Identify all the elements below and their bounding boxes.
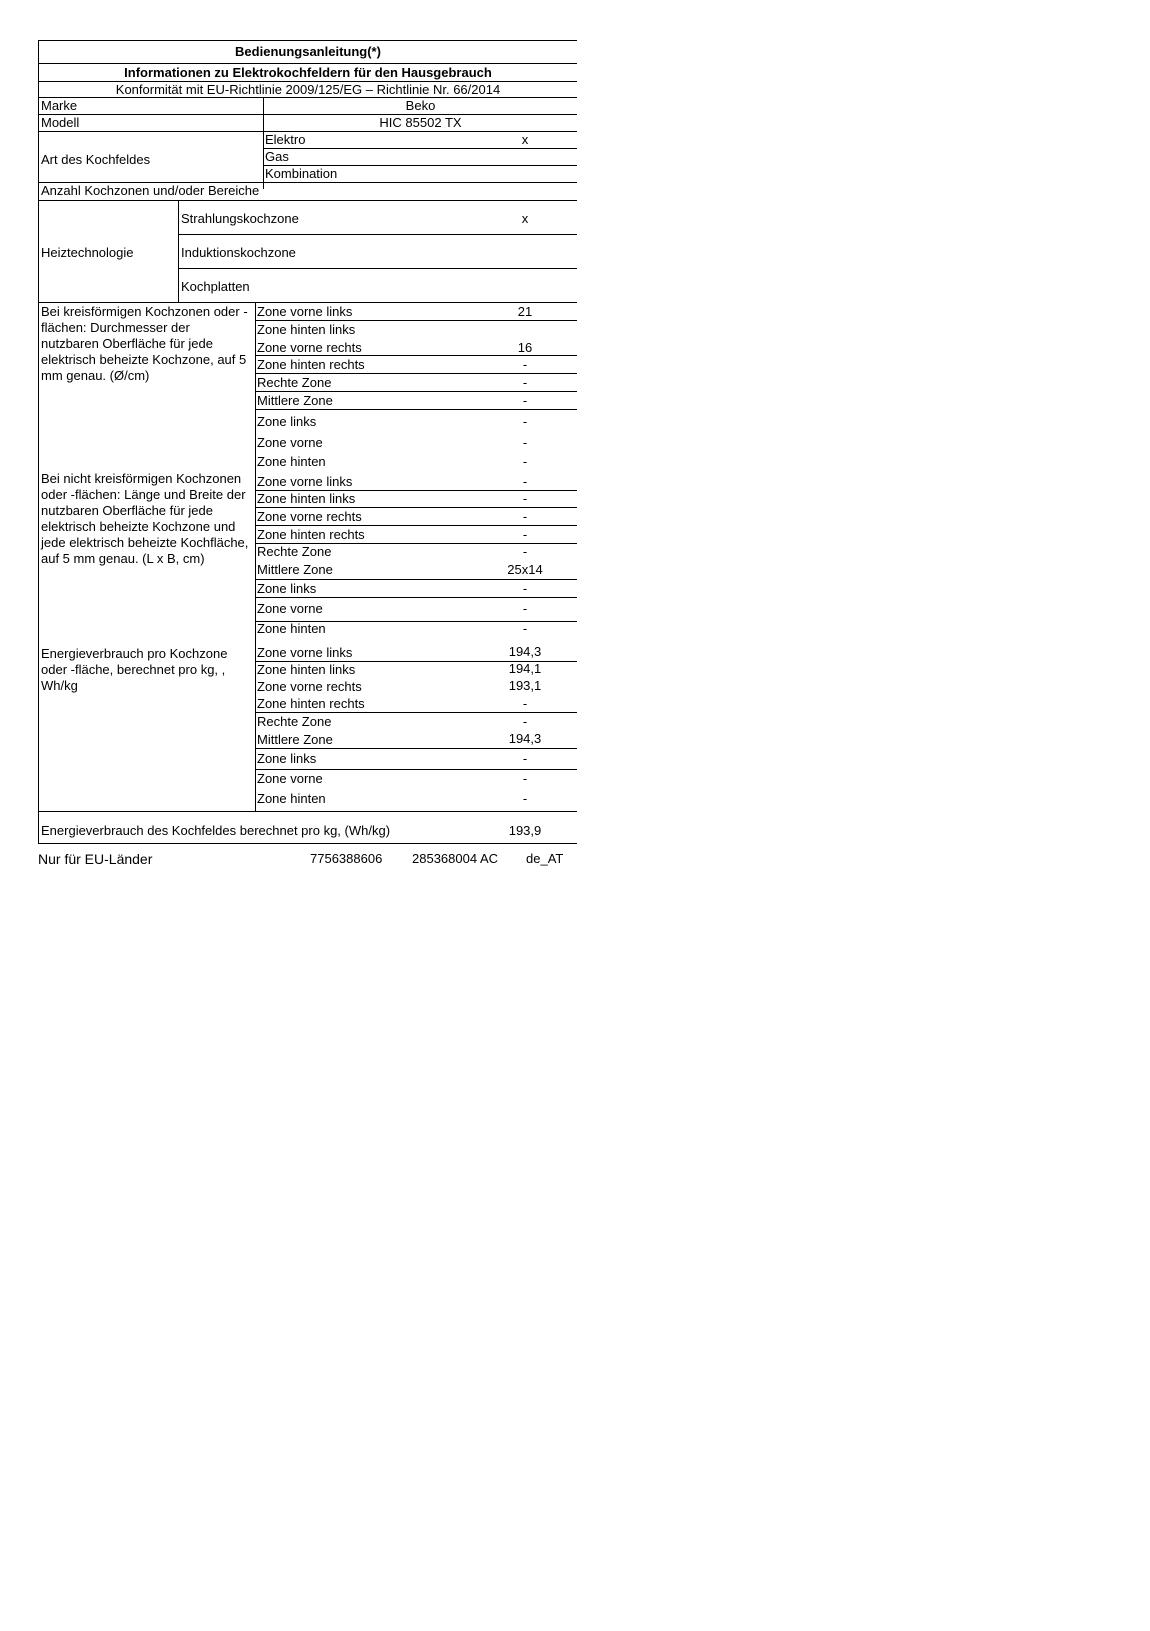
zone-label: Zone vorne [257, 771, 323, 786]
zone-label: Zone hinten rechts [257, 357, 365, 372]
brand-value: Beko [405, 98, 436, 113]
zone-value: - [522, 771, 528, 786]
hob-type-label: Art des Kochfeldes [41, 152, 151, 167]
zone-label: Zone hinten links [257, 662, 356, 677]
zone-label: Zone vorne links [257, 304, 353, 319]
zone-value: 194,3 [508, 644, 542, 659]
table-left-border [38, 40, 39, 811]
zone-label: Zone links [257, 751, 317, 766]
zone-label: Rechte Zone [257, 375, 332, 390]
zone-value: - [522, 509, 528, 524]
zone-label: Zone hinten rechts [257, 696, 365, 711]
zone-label: Zone vorne links [257, 474, 353, 489]
zone-value: - [522, 375, 528, 390]
brand-label: Marke [41, 98, 78, 113]
footer-code-1: 7756388606 [310, 851, 383, 866]
heating-option-kochplatten: Kochplatten [181, 279, 250, 294]
conformity-line: Konformität mit EU-Richtlinie 2009/125/EG – Richtlinie Nr. 66/2014 [38, 81, 577, 97]
heating-mark-strahlung: x [521, 211, 529, 226]
model-value: HIC 85502 TX [379, 115, 462, 130]
zone-label: Zone hinten rechts [257, 527, 365, 542]
zone-label: Zone vorne rechts [257, 679, 362, 694]
zone-value: 194,3 [508, 731, 542, 746]
zone-value: - [522, 414, 528, 429]
footer-locale: de_AT [526, 851, 564, 866]
zone-value: 16 [517, 340, 533, 355]
zone-label: Rechte Zone [257, 714, 332, 729]
zone-value: - [522, 621, 528, 636]
zone-value: - [522, 393, 528, 408]
zone-value: - [522, 435, 528, 450]
zone-value: - [522, 527, 528, 542]
hob-type-option-elektro: Elektro [265, 132, 306, 147]
zone-label: Zone hinten [257, 454, 326, 469]
hob-type-mark-elektro: x [521, 132, 529, 147]
zone-value: 193,1 [508, 678, 542, 693]
zone-value: - [522, 474, 528, 489]
zone-label: Mittlere Zone [257, 562, 333, 577]
energy-total-value: 193,9 [508, 823, 542, 838]
zone-value: - [522, 544, 528, 559]
zone-label: Zone links [257, 581, 317, 596]
zone-value: 21 [517, 304, 533, 319]
zone-value: 25x14 [507, 562, 543, 577]
zone-value: - [522, 751, 528, 766]
zone-label: Mittlere Zone [257, 393, 333, 408]
zones-count-label: Anzahl Kochzonen und/oder Bereiche [41, 183, 260, 198]
zone-label: Zone hinten [257, 791, 326, 806]
zone-value: - [522, 791, 528, 806]
sheet-subtitle: Informationen zu Elektrokochfeldern für den Hausgebrauch [38, 63, 577, 81]
zone-value: - [522, 357, 528, 372]
circular-label: Bei kreisförmigen Kochzonen oder -flächen: Durchmesser der nutzbaren Oberfläche für jede elektrisch beheizte Kochzone, auf 5 mm genau. (Ø/cm) [41, 304, 248, 383]
zone-value: - [522, 581, 528, 596]
zone-label: Zone vorne [257, 435, 323, 450]
zone-label: Zone vorne rechts [257, 340, 362, 355]
zone-label: Zone hinten links [257, 322, 356, 337]
zone-label: Rechte Zone [257, 544, 332, 559]
model-label: Modell [41, 115, 80, 130]
zone-label: Zone hinten links [257, 491, 356, 506]
noncircular-label: Bei nicht kreisförmigen Kochzonen oder -flächen: Länge und Breite der nutzbaren Oberfläche für jede elektrisch beheizte Kochzone und jede elektrisch beheizte Kochfläche, auf 5 mm genau. (L x B, cm) [41, 471, 249, 566]
heating-option-induktion: Induktionskochzone [181, 245, 296, 260]
zone-value: - [522, 601, 528, 616]
zone-label: Mittlere Zone [257, 732, 333, 747]
heating-option-strahlung: Strahlungskochzone [181, 211, 299, 226]
zone-value: - [522, 454, 528, 469]
zone-label: Zone vorne links [257, 645, 353, 660]
zone-value: - [522, 491, 528, 506]
zone-label: Zone links [257, 414, 317, 429]
heating-label: Heiztechnologie [41, 245, 134, 260]
hob-type-option-gas: Gas [265, 149, 289, 164]
sheet-title: Bedienungsanleitung(*) [38, 40, 577, 63]
zone-value: 194,1 [508, 661, 542, 676]
zone-label: Zone hinten [257, 621, 326, 636]
zone-value: - [522, 696, 528, 711]
footer-note: Nur für EU-Länder [38, 851, 153, 867]
zone-label: Zone vorne rechts [257, 509, 362, 524]
zone-label: Zone vorne [257, 601, 323, 616]
footer-code-2: 285368004 AC [412, 851, 499, 866]
energy-zone-label: Energieverbrauch pro Kochzone oder -fläche, berechnet pro kg, , Wh/kg [41, 646, 228, 693]
hob-type-option-kombination: Kombination [265, 166, 338, 181]
zone-value: - [522, 714, 528, 729]
energy-total-label: Energieverbrauch des Kochfeldes berechnet pro kg, (Wh/kg) [41, 823, 391, 838]
